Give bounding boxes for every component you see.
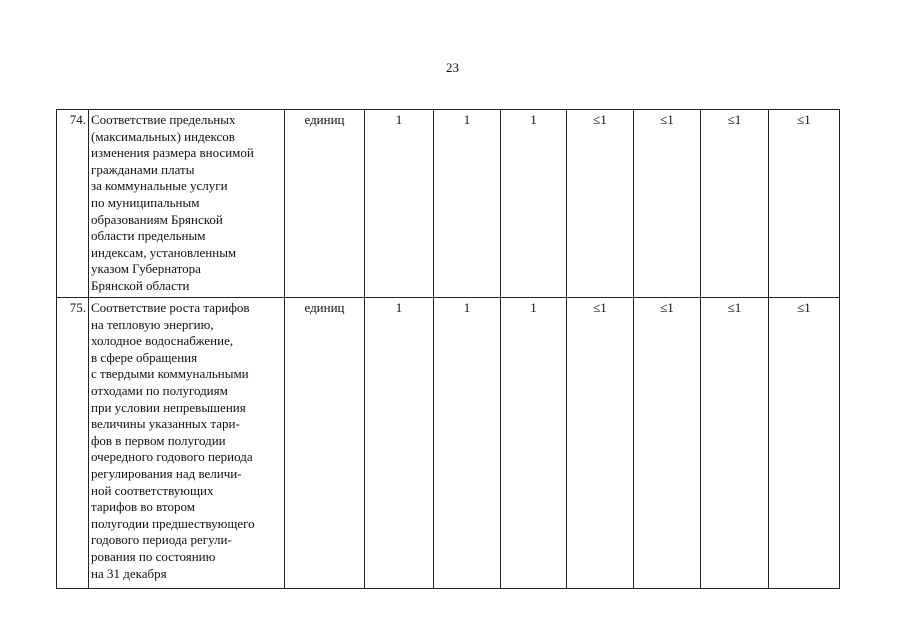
description-line: гражданами платы [91,161,195,177]
description-line: регулирования над величи- [91,465,242,481]
description-line: за коммунальные услуги [91,178,228,194]
unit-cell: единиц [285,298,365,589]
description-line: (максимальных) индексов [91,128,235,144]
value-cell: ≤1 [567,298,634,589]
description-line: с твердыми коммунальными [91,366,249,382]
description-line: на 31 декабря [91,565,167,581]
description-line: при условии непревышения [91,399,246,415]
value-cell: 1 [434,110,501,298]
value-cell: 1 [501,298,567,589]
value-cell: ≤1 [701,110,769,298]
description-line: тарифов во втором [91,499,195,515]
value-cell: 1 [365,298,434,589]
description-line: на тепловую энергию, [91,316,214,332]
description-line: годового периода регули- [91,532,232,548]
value-cell: ≤1 [634,298,701,589]
description-line: изменения размера вносимой [91,145,254,161]
value-cell: 1 [501,110,567,298]
description-line: полугодии предшествующего [91,515,255,531]
description-line: рования по состоянию [91,548,216,564]
page-number: 23 [446,60,459,75]
description-line: ной соответствующих [91,482,214,498]
value-cell: ≤1 [701,298,769,589]
unit-cell: единиц [285,110,365,298]
description-line: в сфере обращения [91,349,198,365]
description-line: Соответствие предельных [91,112,236,127]
table-row [57,298,840,589]
description-line: по муниципальным [91,194,200,210]
description-line: холодное водоснабжение, [91,333,234,349]
description-line: Брянской области [91,277,190,293]
description-line: указом Губернатора [91,261,201,277]
value-cell: 1 [434,298,501,589]
value-cell: ≤1 [567,110,634,298]
value-cell: ≤1 [769,298,840,589]
row-number: 74. [57,110,89,298]
table-row [57,110,840,298]
indicators-table [56,109,840,589]
description-line: области предельным [91,228,206,244]
value-cell: 1 [365,110,434,298]
indicator-description [89,298,285,589]
description-line: Соответствие роста тарифов [91,300,250,315]
description-line: отходами по полугодиям [91,382,228,398]
description-line: фов в первом полугодии [91,432,226,448]
row-number: 75. [57,298,89,589]
description-line: индексам, установленным [91,244,237,260]
value-cell: ≤1 [634,110,701,298]
description-line: величины указанных тари- [91,416,240,432]
description-line: очередного годового периода [91,449,253,465]
value-cell: ≤1 [769,110,840,298]
indicator-description [89,110,285,298]
description-line: образованиям Брянской [91,211,223,227]
